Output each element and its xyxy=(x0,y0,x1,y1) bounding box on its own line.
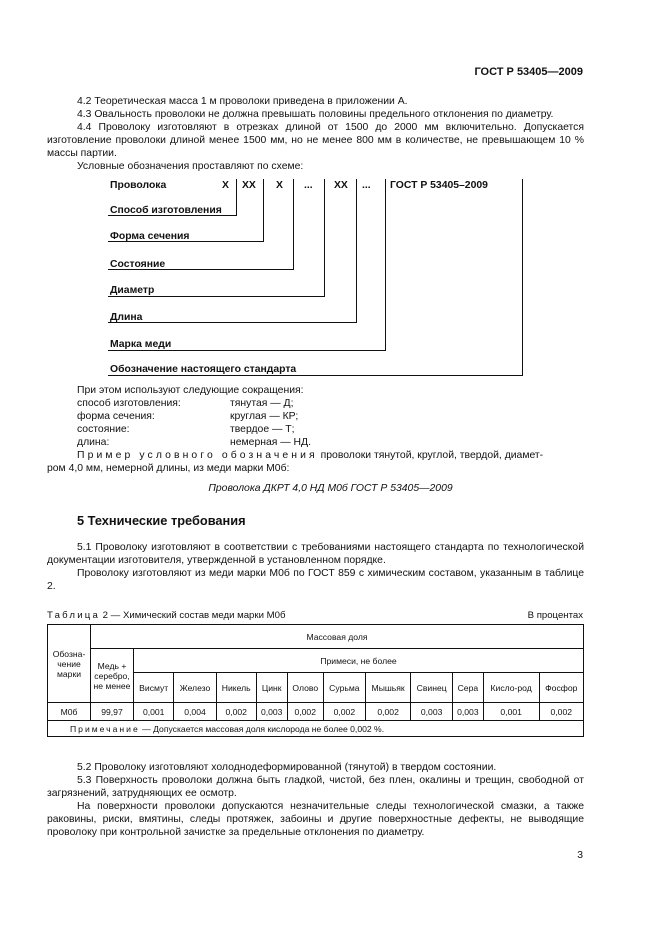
example-line-1 xyxy=(77,449,543,462)
para-5-2: 5.2 Проволоку изготовляют холоднодеформированной (тянутой) в твердом состоянии. xyxy=(77,762,497,773)
cell-value: 0,003 xyxy=(452,703,483,721)
scheme-label: Марка меди xyxy=(110,339,172,350)
document-header: ГОСТ Р 53405—2009 xyxy=(474,66,583,78)
header-impurity: Свинец xyxy=(411,673,453,703)
abbr-key: состояние: xyxy=(77,424,130,435)
header-impurity: Висмут xyxy=(134,673,174,703)
header-impurity: Сера xyxy=(452,673,483,703)
scheme-label: Состояние xyxy=(110,259,166,270)
header-impurity: Цинк xyxy=(256,673,287,703)
scheme-intro: Условные обозначения проставляют по схеме: xyxy=(77,161,304,172)
abbr-key: способ изготовления: xyxy=(77,398,181,409)
header-impurities: Примеси, не более xyxy=(134,649,584,673)
scheme-word: Проволока xyxy=(110,180,167,191)
para-5-3b: На поверхности проволоки допускаются незначительные следы технологической смазки, а также раковины, риски, вмятины, следы протяжек, забоины и другие поверхностные дефекты, не выводящие проволоку при контрольной зачистке за предельные отклонения по диаметру. xyxy=(47,801,584,839)
table-caption-title: 2 — Химический состав меди марки М0б xyxy=(100,610,286,621)
header-mark: Обозна-чение марки xyxy=(48,625,91,703)
scheme-label: Способ изготовления xyxy=(110,205,222,216)
para-4-3: 4.3 Овальность проволоки не должна превышать половины предельного отклонения по диаметру. xyxy=(77,109,554,120)
example-spaced-label: Пример условного обозначения xyxy=(77,450,318,461)
table-note-text: — Допускается массовая доля кислорода не более 0,002 %. xyxy=(139,723,385,734)
header-impurity: Сурьма xyxy=(323,673,365,703)
header-impurity: Кисло-род xyxy=(483,673,539,703)
abbr-value: тянутая — Д; xyxy=(230,398,294,409)
table-row xyxy=(48,703,584,721)
para-5-1: 5.1 Проволоку изготовляют в соответствии с требованиями настоящего стандарта по технологической документации изготовителя, утвержденной в установленном порядке. xyxy=(47,542,584,567)
abbr-key: длина: xyxy=(77,437,110,448)
abbr-value: круглая — КР; xyxy=(230,411,299,422)
cell-value: 0,004 xyxy=(174,703,216,721)
example-text: проволоки тянутой, круглой, твердой, диамет- xyxy=(320,450,544,461)
header-impurity: Никель xyxy=(216,673,256,703)
table-note-label: Примечание xyxy=(70,723,140,734)
para-5-3: 5.3 Поверхность проволоки должна быть гладкой, чистой, без плен, окалины и трещин, свободной от загрязнений, затрудняющих ее осмотр. xyxy=(47,775,584,800)
table-note xyxy=(48,721,584,737)
cell-value: 0,002 xyxy=(365,703,410,721)
scheme-label: Диаметр xyxy=(110,285,155,296)
cell-mark: М0б xyxy=(48,703,91,721)
scheme-code: ХХ xyxy=(334,180,348,191)
scheme-code: Х xyxy=(276,180,283,191)
header-impurity: Железо xyxy=(174,673,216,703)
scheme-label: Форма сечения xyxy=(110,231,190,242)
scheme-code: ... xyxy=(304,180,313,191)
chemical-composition-table xyxy=(47,624,584,737)
header-mass-fraction: Массовая доля xyxy=(91,625,584,649)
scheme-label: Обозначение настоящего стандарта xyxy=(110,364,297,375)
cell-value: 0,002 xyxy=(539,703,583,721)
abbr-key: форма сечения: xyxy=(77,411,155,422)
cell-copper: 99,97 xyxy=(91,703,134,721)
scheme-code: ... xyxy=(362,180,371,191)
abbr-intro: При этом используют следующие сокращения: xyxy=(77,385,304,396)
scheme-label: Длина xyxy=(110,312,143,323)
abbr-value: твердое — Т; xyxy=(230,424,295,435)
example-line-2: ром 4,0 мм, немерной длины, из меди марки М0б: xyxy=(47,463,290,474)
cell-value: 0,002 xyxy=(287,703,323,721)
cell-value: 0,003 xyxy=(256,703,287,721)
para-4-4: 4.4 Проволоку изготовляют в отрезках длиной от 1500 до 2000 мм включительно. Допускается изготовление проволоки длиной менее 1500 мм, но не менее 800 мм в количестве, не превышающем 10 % массы партии. xyxy=(47,122,584,160)
cell-value: 0,003 xyxy=(411,703,453,721)
scheme-code: ХХ xyxy=(242,180,256,191)
scheme-standard: ГОСТ Р 53405–2009 xyxy=(390,180,488,191)
header-impurity: Фосфор xyxy=(539,673,583,703)
cell-value: 0,002 xyxy=(216,703,256,721)
example-designation: Проволока ДКРТ 4,0 НД М0б ГОСТ Р 53405—2009 xyxy=(208,483,453,494)
cell-value: 0,002 xyxy=(323,703,365,721)
table-caption-label: Таблица xyxy=(47,610,101,621)
table-caption xyxy=(47,609,285,622)
header-copper: Медь + серебро, не менее xyxy=(91,649,134,703)
header-impurity: Мышьяк xyxy=(365,673,410,703)
scheme-code: Х xyxy=(222,180,229,191)
abbr-value: немерная — НД. xyxy=(230,437,311,448)
section-title: 5 Технические требования xyxy=(77,513,246,528)
cell-value: 0,001 xyxy=(134,703,174,721)
table-units: В процентах xyxy=(527,610,583,621)
cell-value: 0,001 xyxy=(483,703,539,721)
header-impurity: Олово xyxy=(287,673,323,703)
para-5-1b: Проволоку изготовляют из меди марки М0б по ГОСТ 859 с химическим составом, указанным в таблице 2. xyxy=(47,568,584,593)
page-number: 3 xyxy=(577,850,583,861)
para-4-2: 4.2 Теоретическая масса 1 м проволоки приведена в приложении А. xyxy=(77,96,408,107)
